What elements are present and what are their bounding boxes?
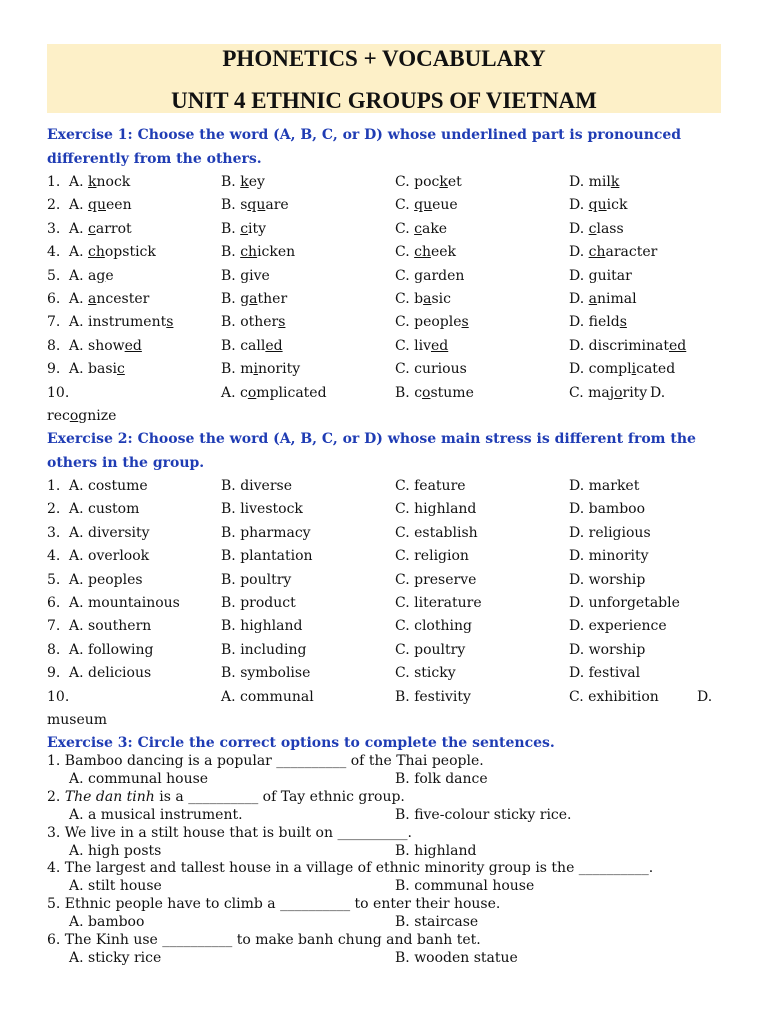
option-d: D. unforgetable [569,595,680,611]
option-c: C. lived [395,337,449,354]
question-number: 9. [47,361,61,378]
underlined-part: a [88,291,97,307]
option-a: A. following [69,641,154,658]
underlined-part: g [240,267,250,284]
option-a: A. high posts [69,842,162,859]
option-d: D. discriminated [569,337,687,354]
option-a: A. costume [69,478,148,494]
option-c: C. pocket [395,174,462,190]
option-d: D. bamboo [569,501,646,518]
underlined-part: c [588,220,597,237]
option-d: D. [697,688,713,705]
question-number: 10. [47,688,70,705]
option-d: D. festival [569,665,641,682]
underlined-part: qu [588,197,607,214]
option-a: A. bamboo [69,914,145,931]
option-a: A. peoples [69,571,143,588]
option-d: D. worship [569,641,646,658]
unit-title: UNIT 4 ETHNIC GROUPS OF VIETNAM [171,88,597,113]
option-d: D. religious [569,524,651,541]
underlined-part: i [253,361,258,378]
option-c: C. basic [395,291,451,307]
option-a: A. delicious [69,665,152,682]
underlined-part: k [439,174,448,190]
option-c: C. exhibition [569,688,659,705]
option-b: B. give [221,267,270,284]
option-a: A. diversity [69,524,150,541]
option-a: A. custom [69,501,140,518]
question-number: 2. [47,501,61,518]
option-b: B. square [221,197,289,214]
underlined-part: g [588,267,598,284]
question-number: 2. [47,197,61,214]
option-b: B. five-colour sticky rice. [395,806,572,823]
option-c: C. feature [395,478,466,494]
option-a: A. communal [221,688,314,705]
underlined-part: ed [265,337,283,354]
option-b: B. staircase [395,914,479,931]
option-d: D. milk [569,174,620,190]
underlined-part: k [610,174,620,190]
option-b: B. wooden statue [395,950,518,966]
italic-term: The dan tinh [64,788,155,805]
option-c: C. preserve [395,571,477,588]
underlined-part: a [249,291,258,307]
underlined-part: g [414,267,424,284]
option-c: C. establish [395,524,478,541]
option-d-continued: recognize [47,408,117,424]
underlined-part: c [414,220,422,237]
option-b: B. called [221,337,283,354]
option-b: B. highland [221,618,303,635]
underlined-part: s [166,314,174,331]
option-a: A. a musical instrument. [69,806,243,823]
sentence: 6. The Kinh use __________ to make banh chung and banh tet. [47,932,481,948]
exercise-1-instruction: Exercise 1: Choose the word (A, B, C, or D) whose underlined part is pronounced differently from the others. [47,127,682,167]
underlined-part: qu [414,197,433,214]
option-b: B. festivity [395,688,471,705]
option-b: B. pharmacy [221,524,311,541]
sentence: 5. Ethnic people have to climb a __________ to enter their house. [47,896,501,913]
option-b: B. key [221,174,265,190]
question-number: 7. [47,618,61,635]
underlined-part: ch [414,244,431,261]
question-number: 9. [47,665,61,682]
question-number: 5. [47,267,61,284]
option-a: A. showed [69,337,142,354]
question-number: 6. [47,291,61,307]
sentence: 4. The largest and tallest house in a village of ethnic minority group is the __________. [47,860,654,877]
underlined-part: o [69,408,79,424]
option-b: B. symbolise [221,665,311,682]
option-c: C. poultry [395,641,466,658]
option-b: B. city [221,220,267,237]
option-c: C. curious [395,361,467,378]
option-b: B. costume [395,384,474,401]
option-b: B. poultry [221,571,292,588]
underlined-part: k [240,174,249,190]
underlined-part: c [116,361,125,378]
underlined-part: ed [669,337,687,354]
question-number: 8. [47,337,61,354]
question-number: 1. [47,478,61,494]
underlined-part: ch [240,244,258,261]
option-a: A. carrot [69,220,132,237]
option-c: C. cake [395,220,448,237]
option-d: D. character [569,244,658,261]
sentence: 3. We live in a stilt house that is built on __________. [47,824,412,841]
option-c: C. garden [395,267,465,284]
option-c: C. clothing [395,618,472,635]
option-c: C. highland [395,501,477,518]
option-d: D. complicated [569,361,676,378]
option-a: A. mountainous [69,595,180,611]
underlined-part: a [588,291,597,307]
option-d: D. worship [569,571,646,588]
option-c: C. literature [395,595,482,611]
option-a: A. instruments [69,314,174,331]
sentence: 2. The dan tinh is a __________ of Tay ethnic group. [47,788,405,805]
underlined-part: qu [88,197,106,214]
option-d-continued: museum [47,712,108,728]
option-d: D. market [569,478,640,494]
option-a: A. complicated [221,384,327,401]
option-b: B. plantation [221,548,313,565]
question-number: 7. [47,314,61,331]
question-number: 1. [47,174,61,190]
option-c: C. sticky [395,665,456,682]
sentence: 1. Bamboo dancing is a popular __________ of the Thai people. [47,753,484,769]
underlined-part: ed [430,337,449,354]
option-d: D. fields [569,314,627,331]
underlined-part: i [631,361,637,378]
option-b: B. highland [395,842,477,859]
option-b: B. chicken [221,244,296,261]
option-a: A. communal house [69,771,209,787]
option-b: B. diverse [221,478,292,494]
question-number: 8. [47,641,61,658]
question-number: 3. [47,220,61,237]
question-number: 5. [47,571,61,588]
underlined-part: ch [88,244,105,261]
option-b: B. folk dance [395,771,488,787]
option-b: B. including [221,641,307,658]
option-a: A. basic [69,361,125,378]
option-d: D. experience [569,618,667,635]
underlined-part: o [422,384,431,401]
option-b: B. gather [221,291,288,307]
option-a: A. chopstick [69,244,156,261]
option-d: D. minority [569,548,649,565]
underlined-part: a [423,291,432,307]
option-a: A. southern [69,618,152,635]
option-b: B. product [221,595,296,611]
exercise-2-instruction: Exercise 2: Choose the word (A, B, C, or D) whose main stress is different from the others in the group. [47,431,696,471]
underlined-part: c [88,220,96,237]
underlined-part: s [619,314,627,331]
option-a: A. knock [69,174,131,190]
option-b: B. communal house [395,878,535,895]
underlined-part: ed [124,337,142,354]
option-c: C. cheek [395,244,457,261]
option-c: C. religion [395,548,469,565]
option-c: C. majority [569,384,648,401]
question-number: 4. [47,548,61,565]
option-a: A. age [69,267,114,284]
title-banner [47,44,721,113]
option-a: A. queen [69,197,132,214]
option-a: A. ancester [69,291,150,307]
option-a: A. stilt house [69,878,162,895]
option-d: D. guitar [569,267,632,284]
option-b: B. others [221,314,286,331]
question-number: 3. [47,524,61,541]
question-number: 4. [47,244,61,261]
underlined-part: o [614,384,623,401]
page-title: PHONETICS + VOCABULARY [222,46,546,71]
option-b: B. minority [221,361,301,378]
option-b: B. livestock [221,501,303,518]
underlined-part: qu [247,197,266,214]
question-number: 6. [47,595,61,611]
underlined-part: ch [588,244,606,261]
underlined-part: c [240,220,249,237]
option-c: C. queue [395,197,458,214]
option-d: D. class [569,220,624,237]
option-d: D. animal [569,291,637,307]
option-c: C. peoples [395,314,469,331]
option-d: D. [650,384,666,401]
exercise-3-instruction: Exercise 3: Circle the correct options to complete the sentences. [47,735,555,751]
option-a: A. overlook [69,548,150,565]
underlined-part: k [88,174,97,190]
question-number: 10. [47,384,70,401]
underlined-part: s [278,314,286,331]
option-a: A. sticky rice [69,950,162,966]
option-d: D. quick [569,197,628,214]
underlined-part: g [96,267,106,284]
underlined-part: s [461,314,469,331]
underlined-part: o [247,384,257,401]
